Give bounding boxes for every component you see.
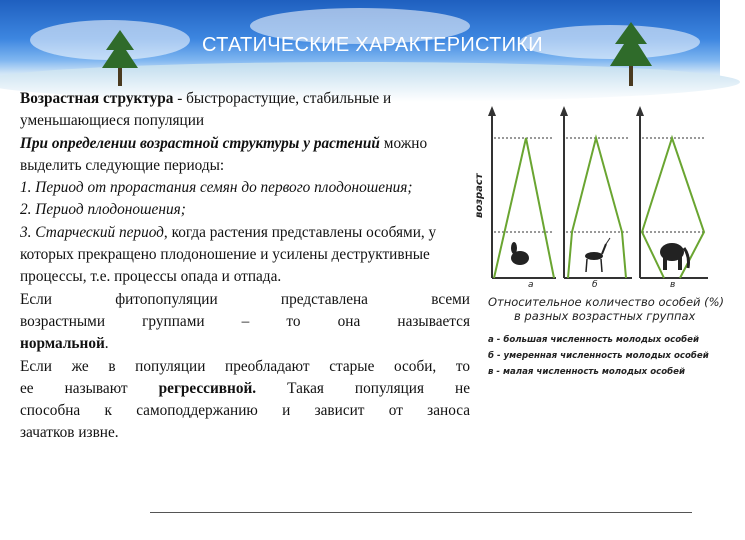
- period-3: [20, 222, 470, 289]
- paragraph-periods-intro: [20, 133, 470, 178]
- term-age-structure: Возрастная структура: [20, 90, 174, 107]
- period-3-term: 3. Старческий период: [20, 223, 164, 241]
- text-periods-intro: можно выделить следующие периоды:: [20, 134, 428, 174]
- regressive-line-2: [20, 378, 470, 400]
- term-normal: нормальной: [20, 335, 105, 353]
- legend-item-a: а - большая численность молодых особей: [488, 335, 699, 345]
- term-regressive: регрессивной.: [158, 379, 257, 397]
- text-age-structure: - быстрорастущие, стабильные и уменьшающиеся популяции: [20, 90, 392, 130]
- bottom-rule: [150, 512, 692, 513]
- period-3-text: , когда растения представлены особями, у которых прекращено плодоношение и усилены деструктивные процессы, т.е. процессы опада и отпада.: [20, 223, 437, 286]
- panel-b: [560, 106, 632, 290]
- normal-end: .: [104, 335, 109, 353]
- period-2: 2. Период плодоношения;: [20, 201, 186, 219]
- panel-a: [488, 106, 556, 290]
- age-pyramid-figure: [474, 96, 725, 386]
- period-1: 1. Период от прорастания семян до первого плодоношения;: [20, 179, 413, 197]
- elephant-icon: [660, 243, 689, 270]
- header-banner: [0, 0, 720, 86]
- panel-label-b: б: [592, 280, 598, 290]
- normal-line-1: Если фитопопуляции представлена всеми: [20, 290, 470, 308]
- panel-c: [636, 106, 708, 290]
- regressive-end: Такая популяция не: [256, 379, 470, 397]
- x-axis-label-line-2: в разных возрастных группах: [514, 309, 696, 323]
- regressive-line-4: зачатков извне.: [20, 424, 119, 442]
- term-plant-structure: При определении возрастной структуры у растений: [20, 134, 380, 152]
- regressive-line-1: Если же в популяции преобладают старые особи, то: [20, 357, 470, 375]
- legend-item-c: в - малая численность молодых особей: [488, 367, 685, 377]
- panel-label-a: а: [528, 280, 534, 290]
- y-axis-label: возраст: [474, 173, 485, 218]
- normal-line-3: [20, 333, 470, 355]
- body-text: [20, 88, 470, 445]
- rabbit-icon: [511, 242, 529, 265]
- panel-label-c: в: [670, 280, 676, 290]
- x-axis-label-line-1: Относительное количество особей (%): [488, 295, 725, 309]
- slide-title: СТАТИЧЕСКИЕ ХАРАКТЕРИСТИКИ: [202, 34, 543, 56]
- normal-line-2: возрастными группами – то она называется: [20, 312, 470, 330]
- legend-item-b: б - умеренная численность молодых особей: [488, 351, 709, 361]
- regressive-start: ее называют: [20, 379, 159, 397]
- regressive-line-3: способна к самоподдержанию и зависит от заноса: [20, 402, 470, 420]
- paragraph-age-structure: [20, 88, 470, 133]
- deer-icon: [585, 238, 610, 272]
